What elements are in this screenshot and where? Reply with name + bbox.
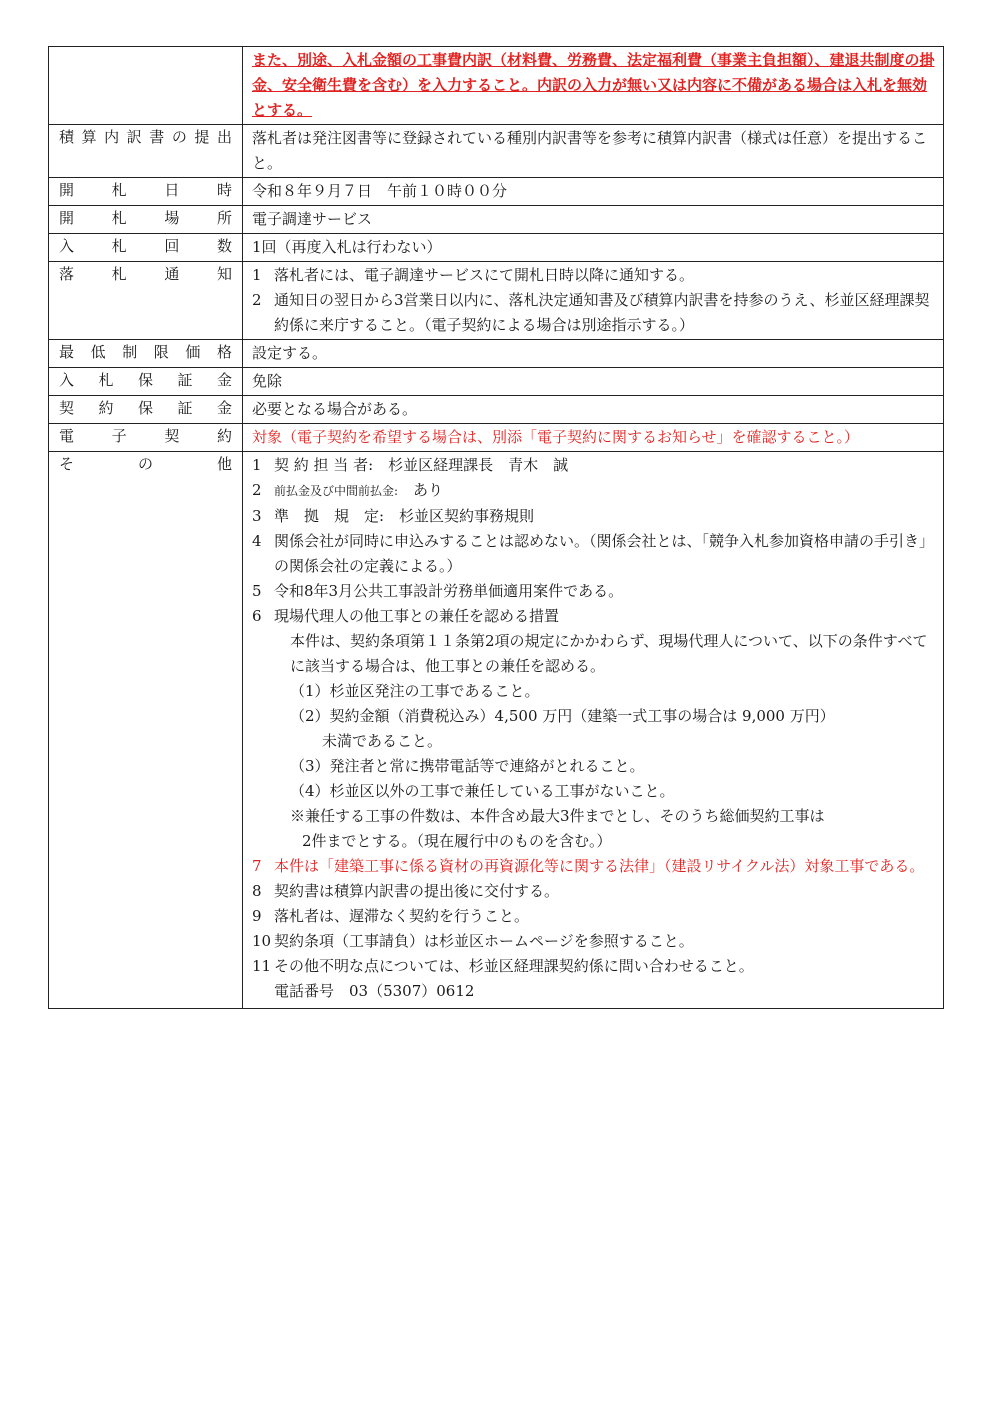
label-char: 回 xyxy=(164,237,180,255)
row-value-bid-count: 1回（再度入札は行わない） xyxy=(243,234,944,262)
label-char: 保 xyxy=(137,399,153,417)
list-item: 8 契約書は積算内訳書の提出後に交付する。 xyxy=(252,882,560,900)
label-char: 日 xyxy=(164,181,180,199)
row-label-bid-count xyxy=(49,234,243,262)
list-item: 9 落札者は、遅滞なく契約を行うこと。 xyxy=(252,907,530,925)
label-char: 電 xyxy=(59,427,75,445)
row-label-min-price xyxy=(49,340,243,368)
condition-1: （1）杉並区発注の工事であること。 xyxy=(290,682,540,700)
row-value-min-price: 設定する。 xyxy=(243,340,944,368)
spec-table xyxy=(48,46,944,1009)
label-char: 約 xyxy=(216,427,232,445)
table-row xyxy=(49,262,944,340)
row-label-opening-place xyxy=(49,206,243,234)
label-char: 出 xyxy=(216,128,232,146)
label-char: 価 xyxy=(185,343,201,361)
list-item: 4 関係会社が同時に申込みすることは認めない。（関係会社とは、「競争入札参加資格申請の手引き」の関係会社の定義による。） xyxy=(252,532,935,575)
condition-2: （2）契約金額（消費税込み）4,500 万円（建築一式工事の場合は 9,000 万円） xyxy=(290,707,835,725)
label-char: 算 xyxy=(81,128,97,146)
label-char: 内 xyxy=(104,128,120,146)
label-char: 入 xyxy=(59,371,75,389)
list-item: 3 準 拠 規 定: 杉並区契約事務規則 xyxy=(252,507,535,525)
label-char: 積 xyxy=(59,128,75,146)
row-label-e-contract xyxy=(49,424,243,452)
label-char: 最 xyxy=(59,343,75,361)
label-char: 他 xyxy=(216,455,232,473)
label-char: 訳 xyxy=(126,128,142,146)
list-item: 1 落札者には、電子調達サービスにて開札日時以降に通知する。 xyxy=(252,266,695,284)
list-item: 6 現場代理人の他工事との兼任を認める措置 xyxy=(252,607,560,625)
label-char: の xyxy=(171,128,187,146)
row-label-contract-bond xyxy=(49,396,243,424)
list-item: 5 令和8年3月公共工事設計労務単価適用案件である。 xyxy=(252,582,624,600)
table-row xyxy=(49,178,944,206)
label-char: 金 xyxy=(216,399,232,417)
label-char: 低 xyxy=(90,343,106,361)
row-label-bid-bond xyxy=(49,368,243,396)
table-row xyxy=(49,47,944,125)
list-item: 11 その他不明な点については、杉並区経理課契約係に問い合わせること。 xyxy=(252,957,754,975)
label-char: 札 xyxy=(111,265,127,283)
row-label-estimate xyxy=(49,125,243,178)
label-char: そ xyxy=(59,455,75,473)
label-char: 入 xyxy=(59,237,75,255)
breakdown-notice-cell xyxy=(243,47,944,125)
label-char: の xyxy=(137,455,153,473)
label-char: 開 xyxy=(59,209,75,227)
row-label-other xyxy=(49,452,243,1009)
condition-4: （4）杉並区以外の工事で兼任している工事がないこと。 xyxy=(290,782,675,800)
label-char: 制 xyxy=(122,343,138,361)
row-value-estimate: 落札者は発注図書等に登録されている種別内訳書等を参考に積算内訳書（様式は任意）を提出すること。 xyxy=(243,125,944,178)
label-char: 保 xyxy=(137,371,153,389)
list-item: 2 通知日の翌日から3営業日以内に、落札決定通知書及び積算内訳書を持参のうえ、杉並区経理課契約係に来庁すること。（電子契約による場合は別途指示する。） xyxy=(252,291,930,334)
label-char: 契 xyxy=(164,427,180,445)
row-value-opening-place: 電子調達サービス xyxy=(243,206,944,234)
row-value-bid-bond: 免除 xyxy=(243,368,944,396)
label-char: 提 xyxy=(194,128,210,146)
label-char: 限 xyxy=(153,343,169,361)
label-char: 札 xyxy=(111,181,127,199)
row-label-award-notice xyxy=(49,262,243,340)
table-row xyxy=(49,424,944,452)
label-char: 格 xyxy=(216,343,232,361)
label-char: 札 xyxy=(98,371,114,389)
label-char: 約 xyxy=(98,399,114,417)
row-value-e-contract: 対象（電子契約を希望する場合は、別添「電子契約に関するお知らせ」を確認すること。） xyxy=(243,424,944,452)
table-row xyxy=(49,396,944,424)
table-row xyxy=(49,125,944,178)
list-item: 1 契 約 担 当 者: 杉並区経理課長 青木 誠 xyxy=(252,456,569,474)
label-char: 証 xyxy=(177,371,193,389)
label-char: 証 xyxy=(177,399,193,417)
row-value-other xyxy=(243,452,944,1009)
label-char: 札 xyxy=(111,209,127,227)
table-row xyxy=(49,340,944,368)
table-row xyxy=(49,452,944,1009)
row-value-award-notice xyxy=(243,262,944,340)
list-item: 2 前払金及び中間前払金: あり xyxy=(252,481,444,499)
table-row xyxy=(49,368,944,396)
label-char: 通 xyxy=(164,265,180,283)
empty-label-cell xyxy=(49,47,243,125)
label-char: 書 xyxy=(149,128,165,146)
label-char: 場 xyxy=(164,209,180,227)
list-item: 10 契約条項（工事請負）は杉並区ホームページを参照すること。 xyxy=(252,932,694,950)
condition-2-cont: 未満であること。 xyxy=(322,732,443,750)
condition-3: （3）発注者と常に携帯電話等で連絡がとれること。 xyxy=(290,757,645,775)
label-char: 札 xyxy=(111,237,127,255)
label-char: 落 xyxy=(59,265,75,283)
row-value-contract-bond: 必要となる場合がある。 xyxy=(243,396,944,424)
concurrent-note: ※兼任する工事の件数は、本件含め最大3件までとし、そのうち総価契約工事は xyxy=(290,807,825,825)
breakdown-notice-text: また、別途、入札金額の工事費内訳（材料費、労務費、法定福利費（事業主負担額）、建退共制度の掛金、安全衛生費を含む）を入力すること。内訳の入力が無い又は内容に不備がある場合は入札を無効とする。 xyxy=(252,51,935,119)
label-char: 知 xyxy=(216,265,232,283)
label-char: 金 xyxy=(216,371,232,389)
label-char: 開 xyxy=(59,181,75,199)
phone-number: 電話番号 03（5307）0612 xyxy=(274,982,475,1000)
label-char: 時 xyxy=(216,181,232,199)
row-label-opening-date xyxy=(49,178,243,206)
table-row xyxy=(49,234,944,262)
list-item-recycling: 7 本件は「建築工事に係る資材の再資源化等に関する法律」（建設リサイクル法）対象工事である。 xyxy=(252,857,925,875)
label-char: 子 xyxy=(111,427,127,445)
table-row xyxy=(49,206,944,234)
concurrent-measure-body: 本件は、契約条項第１１条第2項の規定にかかわらず、現場代理人について、以下の条件すべてに該当する場合は、他工事との兼任を認める。 xyxy=(290,632,928,675)
concurrent-note-cont: 2件までとする。（現在履行中のものを含む。） xyxy=(302,832,612,850)
row-value-opening-date: 令和８年９月７日 午前１０時００分 xyxy=(243,178,944,206)
label-char: 所 xyxy=(216,209,232,227)
label-char: 契 xyxy=(59,399,75,417)
label-char: 数 xyxy=(216,237,232,255)
